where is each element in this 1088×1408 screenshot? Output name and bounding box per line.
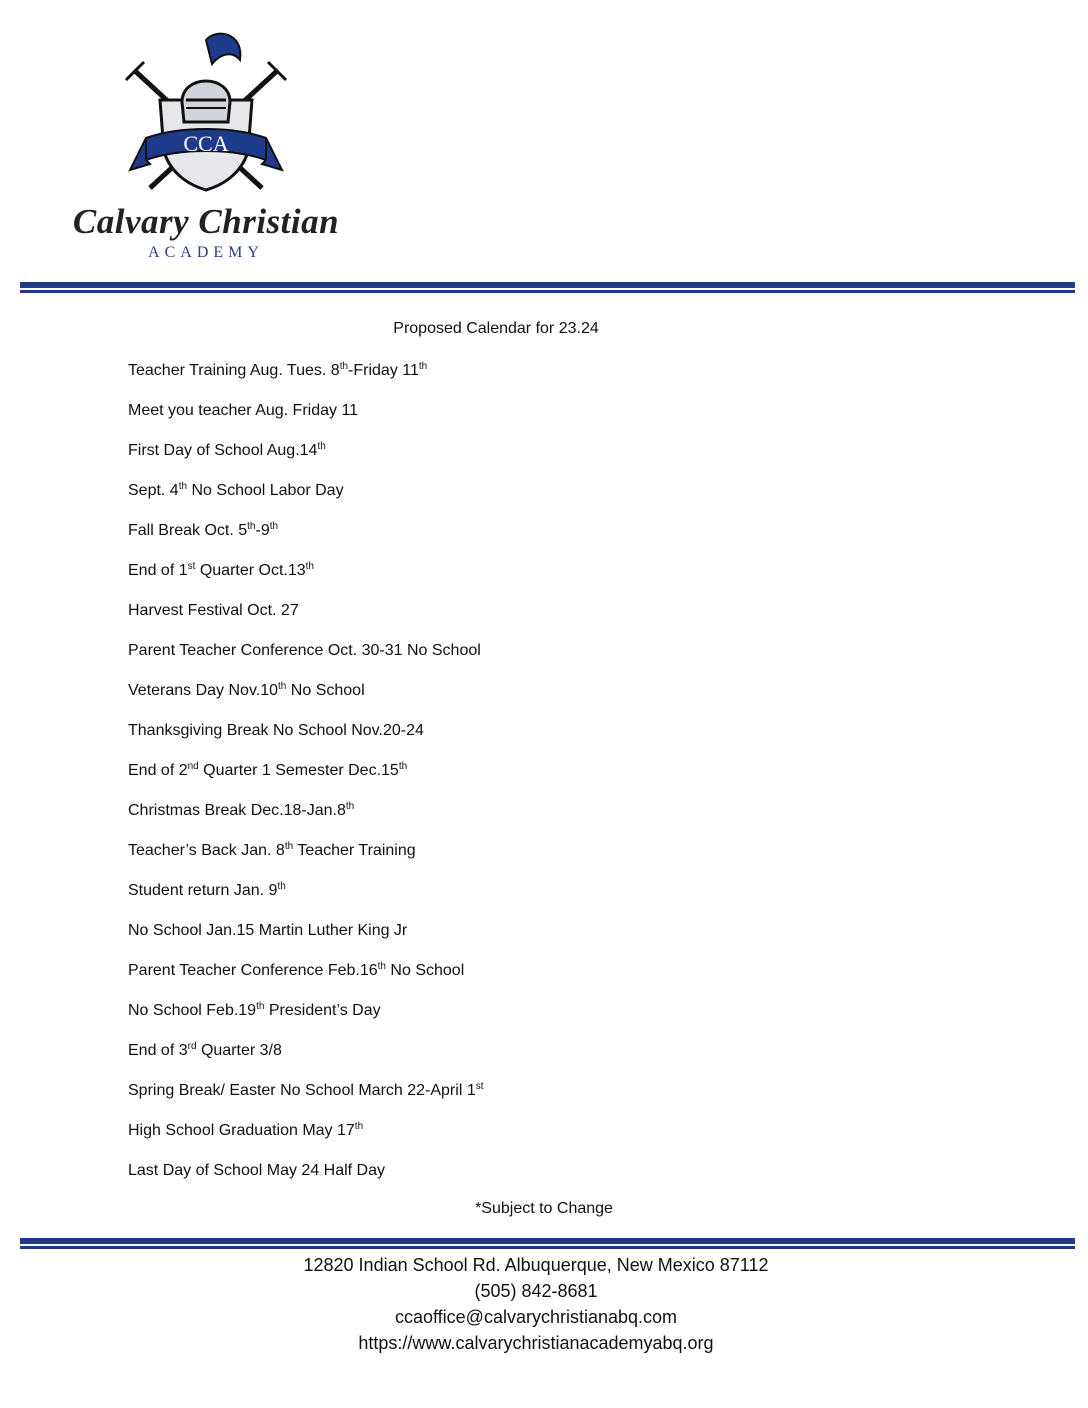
school-name: Calvary Christian bbox=[72, 202, 340, 241]
ordinal-suffix: th bbox=[317, 441, 326, 452]
event-text: Quarter 1 Semester Dec.15 bbox=[198, 762, 399, 779]
calendar-event-list bbox=[128, 360, 484, 1200]
calendar-event bbox=[128, 440, 484, 480]
event-text: End of 3 bbox=[128, 1042, 188, 1059]
event-text: -9 bbox=[255, 522, 270, 539]
event-text: Quarter 3/8 bbox=[196, 1042, 282, 1059]
calendar-event bbox=[128, 800, 484, 840]
ordinal-suffix: th bbox=[345, 801, 355, 812]
ordinal-suffix: th bbox=[305, 561, 314, 572]
ordinal-suffix: th bbox=[398, 761, 408, 772]
event-text: Parent Teacher Conference Oct. 30-31 No School bbox=[128, 642, 481, 659]
event-text: First Day of School Aug.14 bbox=[128, 442, 318, 459]
event-text: Veterans Day Nov.10 bbox=[128, 682, 279, 699]
school-logo bbox=[56, 30, 356, 262]
calendar-event bbox=[128, 600, 484, 640]
event-text: Christmas Break Dec.18-Jan.8 bbox=[128, 802, 346, 819]
ordinal-suffix: th bbox=[377, 961, 386, 972]
event-text: Student return Jan. 9 bbox=[128, 882, 278, 899]
logo-badge-text: CCA bbox=[183, 131, 229, 156]
event-text: Meet you teacher Aug. Friday 11 bbox=[128, 402, 359, 419]
ordinal-suffix: th bbox=[277, 881, 286, 892]
footer-contact bbox=[0, 1252, 1072, 1356]
calendar-event bbox=[128, 720, 484, 760]
ordinal-suffix: th bbox=[269, 521, 279, 532]
calendar-event bbox=[128, 840, 484, 880]
event-text: No School bbox=[286, 682, 365, 699]
ordinal-suffix: th bbox=[278, 681, 287, 692]
event-text: Spring Break/ Easter No School March 22-April 1 bbox=[128, 1082, 476, 1099]
ordinal-suffix: nd bbox=[187, 761, 199, 772]
event-text: Last Day of School May 24 Half Day bbox=[128, 1162, 386, 1179]
event-text: End of 1 bbox=[128, 562, 188, 579]
event-text: Teacher Training Aug. Tues. 8 bbox=[128, 362, 340, 379]
event-text: Parent Teacher Conference Feb.16 bbox=[128, 962, 378, 979]
ordinal-suffix: st bbox=[475, 1081, 484, 1092]
calendar-event bbox=[128, 360, 484, 400]
calendar-event bbox=[128, 560, 484, 600]
calendar-event bbox=[128, 680, 484, 720]
calendar-event bbox=[128, 1000, 484, 1040]
event-text: No School Labor Day bbox=[187, 482, 344, 499]
event-text: High School Graduation May 17 bbox=[128, 1122, 355, 1139]
subject-to-change-note: *Subject to Change bbox=[475, 1200, 613, 1217]
event-text: Quarter Oct.13 bbox=[195, 562, 306, 579]
event-text: End of 2 bbox=[128, 762, 188, 779]
calendar-title: Proposed Calendar for 23.24 bbox=[393, 320, 599, 337]
event-text: Thanksgiving Break No School Nov.20-24 bbox=[128, 722, 424, 739]
footer-phone: (505) 842-8681 bbox=[474, 1281, 598, 1301]
footer-website[interactable]: https://www.calvarychristianacademyabq.org bbox=[358, 1333, 714, 1353]
event-text: Teacher Training bbox=[293, 842, 416, 859]
footer-address: 12820 Indian School Rd. Albuquerque, New Mexico 87112 bbox=[303, 1255, 769, 1275]
event-text: Sept. 4 bbox=[128, 482, 179, 499]
footer-divider bbox=[20, 1238, 1075, 1249]
ordinal-suffix: th bbox=[256, 1001, 265, 1012]
calendar-event bbox=[128, 400, 484, 440]
event-text: -Friday 11 bbox=[348, 362, 419, 379]
ordinal-suffix: rd bbox=[187, 1041, 197, 1052]
header-divider bbox=[20, 282, 1075, 293]
event-text: Harvest Festival Oct. 27 bbox=[128, 602, 299, 619]
ordinal-suffix: th bbox=[354, 1121, 364, 1132]
calendar-event bbox=[128, 480, 484, 520]
ordinal-suffix: th bbox=[247, 521, 256, 532]
calendar-event bbox=[128, 880, 484, 920]
calendar-event bbox=[128, 760, 484, 800]
school-subtitle: ACADEMY bbox=[148, 244, 264, 261]
ordinal-suffix: st bbox=[187, 561, 196, 572]
ordinal-suffix: th bbox=[284, 841, 294, 852]
event-text: No School Feb.19 bbox=[128, 1002, 257, 1019]
calendar-event bbox=[128, 520, 484, 560]
event-text: No School Jan.15 Martin Luther King Jr bbox=[128, 922, 408, 939]
calendar-event bbox=[128, 920, 484, 960]
event-text: Fall Break Oct. 5 bbox=[128, 522, 248, 539]
ordinal-suffix: th bbox=[339, 361, 349, 372]
calendar-event bbox=[128, 1080, 484, 1120]
ordinal-suffix: th bbox=[418, 361, 428, 372]
calendar-event bbox=[128, 1040, 484, 1080]
footer-email[interactable]: ccaoffice@calvarychristianabq.com bbox=[394, 1307, 678, 1327]
calendar-event bbox=[128, 960, 484, 1000]
calendar-event bbox=[128, 1160, 484, 1200]
ordinal-suffix: th bbox=[178, 481, 188, 492]
calendar-event bbox=[128, 1120, 484, 1160]
calendar-event bbox=[128, 640, 484, 680]
event-text: Teacher’s Back Jan. 8 bbox=[128, 842, 285, 859]
event-text: No School bbox=[385, 962, 465, 979]
knight-shield-emblem-icon bbox=[120, 30, 292, 202]
event-text: President’s Day bbox=[264, 1002, 381, 1019]
